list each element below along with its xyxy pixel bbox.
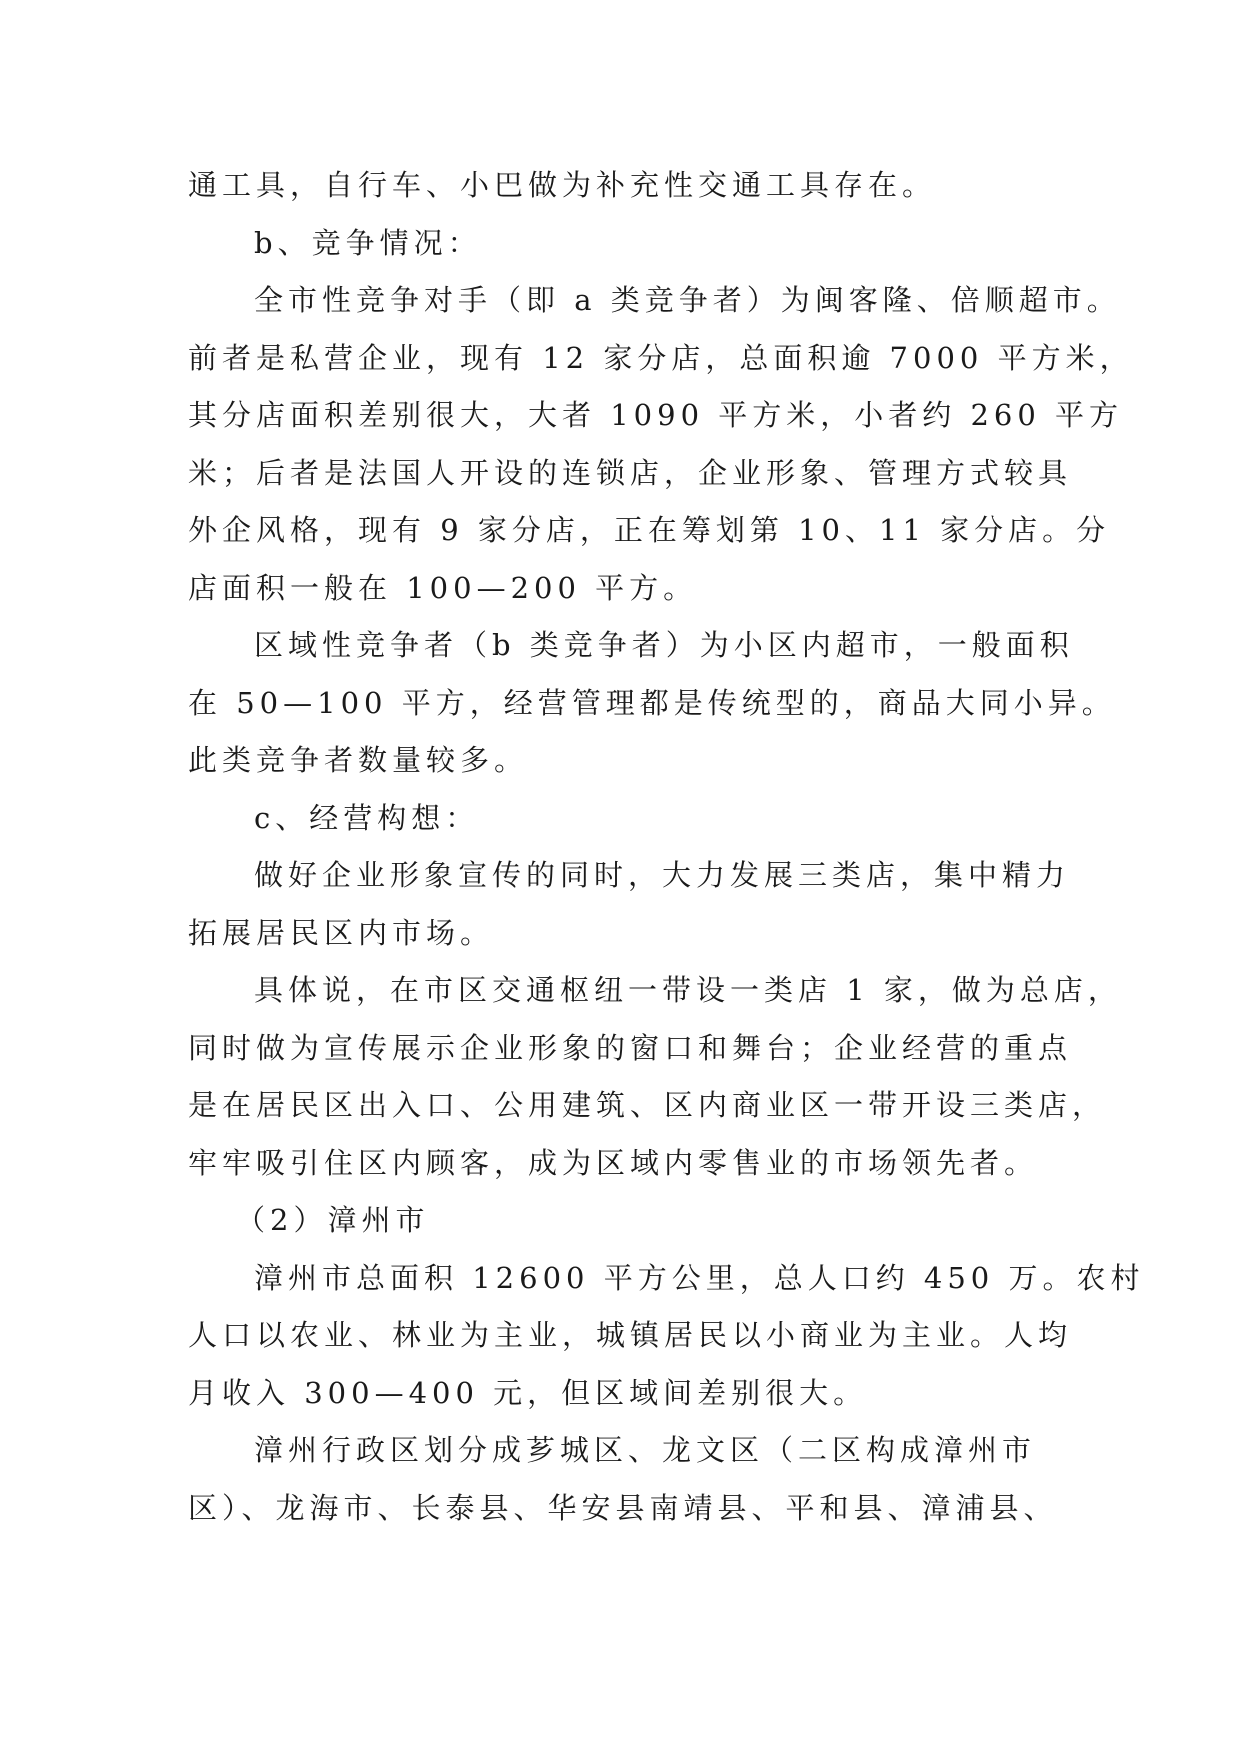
text-line: 月收入 300—400 元，但区域间差别很大。 — [188, 1375, 868, 1410]
text-line: 牢牢吸引住区内顾客，成为区域内零售业的市场领先者。 — [188, 1145, 1039, 1180]
section-heading-b: b、竞争情况： — [254, 225, 482, 260]
text-line: 通工具，自行车、小巴做为补充性交通工具存在。 — [188, 168, 937, 202]
text-line: 拓展居民区内市场。 — [188, 915, 495, 950]
text-line: 是在居民区出入口、公用建筑、区内商业区一带开设三类店， — [188, 1088, 1107, 1122]
paragraph-start: 具体说，在市区交通枢纽一带设一类店 1 家，做为总店， — [254, 973, 1122, 1007]
text-line: 外企风格，现有 9 家分店，正在筹划第 10、11 家分店。分 — [188, 513, 1111, 547]
text-line: 区）、龙海市、长泰县、华安县南靖县、平和县、漳浦县、 — [188, 1490, 1058, 1525]
document-body — [188, 157, 1145, 1537]
paragraph-start: 全市性竞争对手（即 a 类竞争者）为闽客隆、倍顺超市。 — [254, 283, 1121, 317]
text-line: 在 50—100 平方，经营管理都是传统型的，商品大同小异。 — [188, 685, 1116, 720]
text-line: 米；后者是法国人开设的连锁店，企业形象、管理方式较具 — [188, 455, 1073, 490]
section-heading-2: （2）漳州市 — [236, 1203, 430, 1237]
text-line: 前者是私营企业，现有 12 家分店，总面积逾 7000 平方米， — [188, 340, 1134, 375]
paragraph-start: 漳州行政区划分成芗城区、龙文区（二区构成漳州市 — [254, 1433, 1037, 1467]
text-line: 人口以农业、林业为主业，城镇居民以小商业为主业。人均 — [188, 1318, 1073, 1352]
text-line: 此类竞争者数量较多。 — [188, 743, 529, 777]
text-line: 其分店面积差别很大，大者 1090 平方米，小者约 260 平方 — [188, 398, 1124, 432]
section-heading-c: c、经营构想： — [254, 800, 480, 835]
text-line: 店面积一般在 100—200 平方。 — [188, 570, 698, 605]
paragraph-start: 区域性竞争者（b 类竞争者）为小区内超市，一般面积 — [254, 628, 1074, 662]
paragraph-start: 漳州市总面积 12600 平方公里，总人口约 450 万。农村 — [254, 1260, 1145, 1295]
text-line: 同时做为宣传展示企业形象的窗口和舞台；企业经营的重点 — [188, 1030, 1073, 1065]
paragraph-start: 做好企业形象宣传的同时，大力发展三类店，集中精力 — [254, 858, 1071, 892]
